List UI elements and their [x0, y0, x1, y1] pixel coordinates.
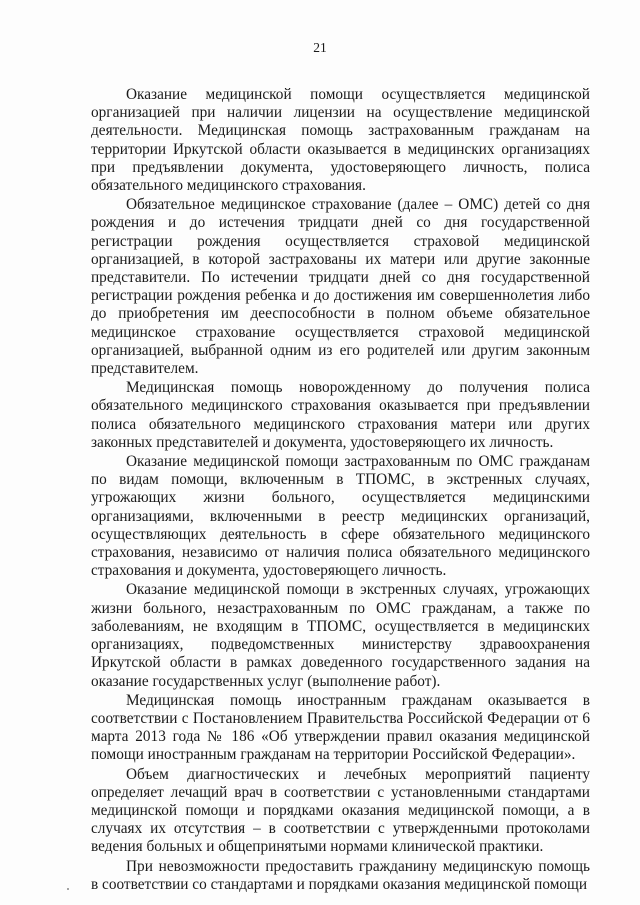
scan-artifact	[67, 888, 69, 890]
paragraph-emergency-insured: Оказание медицинской помощи застрахованным по ОМС гражданам по видам помощи, включенным в ТПОМС, в экстренных случаях, угрожающих жизни больного, осуществляется медицинскими организациями, включенными в реестр медицинских организаций, осуществляющих деятельность в сфере обязательного медицинского страхования, независимо от наличия полиса обязательного медицинского страхования и документа, удостоверяющего личность.	[91, 453, 590, 580]
paragraph-standards-impossible: При невозможности предоставить гражданину медицинскую помощь в соответствии со стандартами и порядками оказания медицинской помощи	[91, 857, 590, 893]
paragraph-children-insurance: Обязательное медицинское страхование (далее – ОМС) детей со дня рождения и до истечения тридцати дней со дня государственной регистрации рождения осуществляется страховой медицинской организацией, в которой застрахованы их матери или другие законные представители. По истечении тридцати дней со дня государственной регистрации рождения ребенка и до достижения им совершеннолетия либо до приобретения им дееспособности в полном объеме обязательное медицинское страхование осуществляется страховой медицинской организацией, выбранной одним из его родителей или другим законным представителем.	[91, 196, 590, 378]
paragraph-foreign-citizens: Медицинская помощь иностранным гражданам оказывается в соответствии с Постановлением Правительства Российской Федерации от 6 марта 2013 года № 186 «Об утверждении правил оказания медицинской помощи иностранным гражданам на территории Российской Федерации».	[91, 691, 590, 764]
document-body	[91, 86, 590, 894]
paragraph-license: Оказание медицинской помощи осуществляется медицинской организацией при наличии лицензии на осуществление медицинской деятельности. Медицинская помощь застрахованным гражданам на территории Иркутской области оказывается в медицинских организациях при предъявлении документа, удостоверяющего личность, полиса обязательного медицинского страхования.	[91, 86, 590, 195]
page-number: 21	[313, 40, 327, 55]
paragraph-newborn: Медицинская помощь новорожденному до получения полиса обязательного медицинского страхования оказывается при предъявлении полиса обязательного медицинского страхования матери или других законных представителей и документа, удостоверяющего их личность.	[91, 379, 590, 451]
paragraph-diagnostics-scope: Объем диагностических и лечебных мероприятий пациенту определяет лечащий врач в соответствии с установленными стандартами медицинской помощи и порядками оказания медицинской помощи, а в случаях их отсутствия – в соответствии с утвержденными протоколами ведения больных и общепринятыми нормами клинической практики.	[91, 765, 590, 856]
paragraph-emergency-uninsured: Оказание медицинской помощи в экстренных случаях, угрожающих жизни больного, незастрахованным по ОМС гражданам, а также по заболеваниям, не входящим в ТПОМС, осуществляется в медицинских организациях, подведомственных министерству здравоохранения Иркутской области в рамках доведенного государственного задания на оказание государственных услуг (выполнение работ).	[91, 581, 590, 690]
